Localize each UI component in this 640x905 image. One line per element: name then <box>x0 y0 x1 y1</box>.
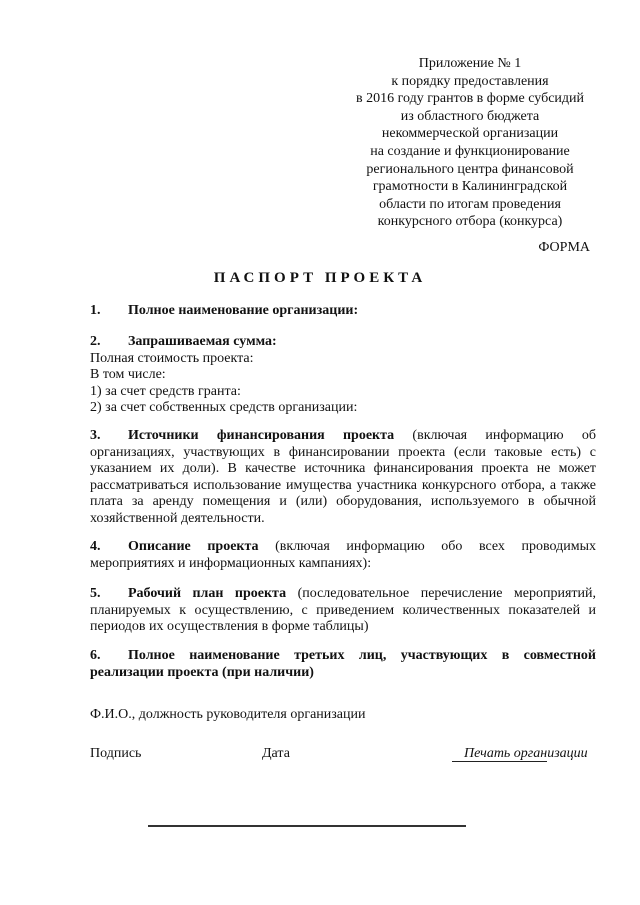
appendix-line: конкурсного отбора (конкурса) <box>377 214 563 230</box>
appendix-header <box>320 55 620 231</box>
section-5 <box>90 586 596 636</box>
section-title: Полное наименование организации: <box>128 303 359 318</box>
section-number: 6. <box>90 648 101 663</box>
section-line: В том числе: <box>90 367 166 382</box>
head-of-organization-line: Ф.И.О., должность руководителя организации <box>90 707 366 722</box>
appendix-line: грамотности в Калининградской <box>372 179 568 195</box>
section-2 <box>90 334 596 417</box>
section-text: (последовательное перечисление мероприятий, планируемых к осуществлению, с приведением количественных показателей и периодов их осуществления в форме таблицы) <box>90 586 596 634</box>
appendix-line: на создание и функционирование <box>370 143 570 159</box>
section-line: Полная стоимость проекта: <box>90 350 254 366</box>
appendix-line: области по итогам проведения <box>379 196 561 212</box>
section-1 <box>90 303 596 320</box>
signature-row <box>90 746 596 766</box>
section-text: (включая информацию обо всех проводимых мероприятиях и информационных кампаниях): <box>90 539 596 571</box>
page-title: ПАСПОРТ ПРОЕКТА <box>213 270 427 286</box>
appendix-line: Приложение № 1 <box>418 56 522 71</box>
section-title: Запрашиваемая сумма: <box>128 334 277 349</box>
section-title: Рабочий план проекта <box>128 586 287 601</box>
appendix-line: к порядку предоставления <box>391 73 549 89</box>
appendix-line: в 2016 году грантов в форме субсидий <box>355 91 585 107</box>
section-3 <box>90 428 596 527</box>
section-number: 2. <box>90 334 101 349</box>
bottom-divider <box>148 825 466 827</box>
section-number: 5. <box>90 586 101 601</box>
form-label: ФОРМА <box>538 240 590 255</box>
appendix-line: некоммерческой организации <box>381 126 559 142</box>
appendix-line: из областного бюджета <box>400 108 540 124</box>
section-text: (включая информацию об организациях, участвующих в финансировании проекта (если таковые есть) с указанием их доли). В качестве источника финансирования проекта не может рассматриваться использование имущества участника конкурсного отбора, а также плата за аренду помещения и (или) оборудования, используемого в обычной хозяйственной деятельности. <box>90 428 596 526</box>
section-number: 1. <box>90 303 101 318</box>
section-6 <box>90 648 596 681</box>
stamp-label: Печать организации <box>464 746 588 761</box>
section-title: Источники финансирования проекта <box>128 428 395 443</box>
section-number: 4. <box>90 539 101 554</box>
section-title: Полное наименование третьих лиц, участвующих в совместной реализации проекта (при наличии) <box>90 648 596 680</box>
section-title: Описание проекта <box>128 539 259 554</box>
section-line: 2) за счет собственных средств организации: <box>90 400 358 415</box>
section-number: 3. <box>90 428 101 443</box>
date-label: Дата <box>262 746 290 761</box>
section-4 <box>90 539 596 572</box>
appendix-line: регионального центра финансовой <box>366 161 574 177</box>
section-line: 1) за счет средств гранта: <box>90 383 241 399</box>
signature-label: Подпись <box>90 746 142 761</box>
